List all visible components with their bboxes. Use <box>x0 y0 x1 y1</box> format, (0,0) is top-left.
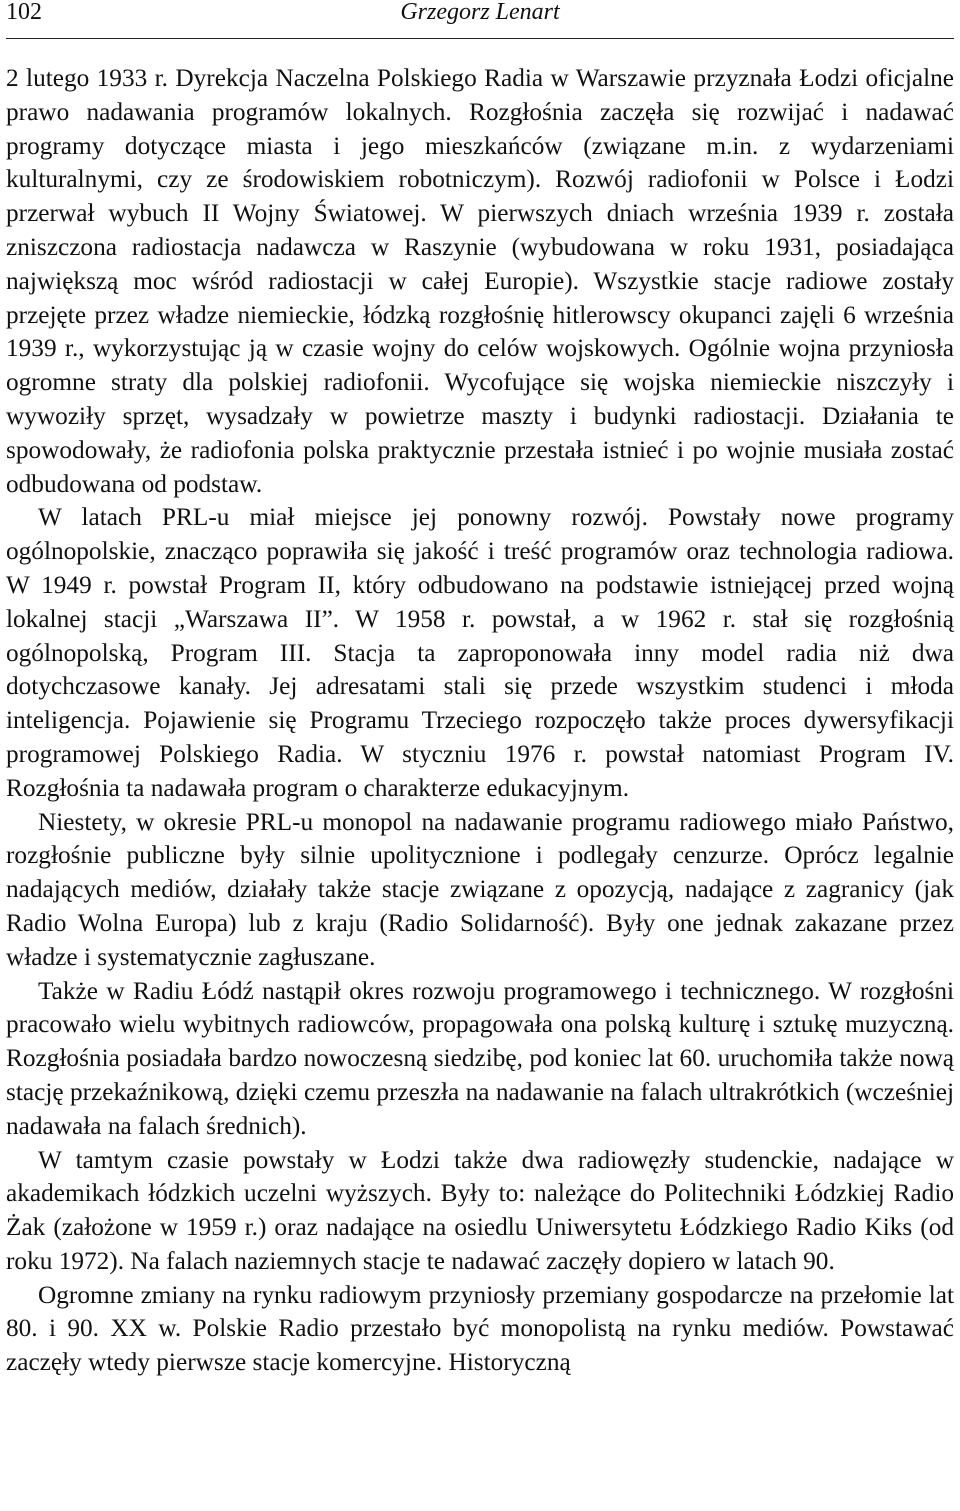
paragraph: 2 lutego 1933 r. Dyrekcja Naczelna Polskiego Radia w Warszawie przyznała Łodzi oficjalne prawo nadawania programów lokalnych. Rozgłośnia zaczęła się rozwijać i nadawać programy dotyczące miasta i jego mieszkańców (związane m.in. z wydarzeniami kulturalnymi, czy ze środowiskiem robotniczym). Rozwój radiofonii w Polsce i Łodzi przerwał wybuch II Wojny Światowej. W pierwszych dniach września 1939 r. została zniszczona radiostacja nadawcza w Raszynie (wybudowana w roku 1931, posiadająca największą moc wśród radiostacji w całej Europie). Wszystkie stacje radiowe zostały przejęte przez władze niemieckie, łódzką rozgłośnię hitlerowscy okupanci zajęli 6 września 1939 r., wykorzystując ją w czasie wojny do celów wojskowych. Ogólnie wojna przyniosła ogromne straty dla polskiej radiofonii. Wycofujące się wojska niemieckie niszczyły i wywoziły sprzęt, wysadzały w powietrze maszty i budynki radiostacji. Działania te spowodowały, że radiofonia polska praktycznie przestała istnieć i po wojnie musiała zostać odbudowana od podstaw. <box>6 64 954 498</box>
body-text <box>6 62 954 1380</box>
running-header <box>6 0 954 39</box>
running-header-author: Grzegorz Lenart <box>400 0 560 25</box>
paragraph: W latach PRL-u miał miejsce jej ponowny rozwój. Powstały nowe programy ogólnopolskie, znacząco poprawiła się jakość i treść programów oraz technologia radiowa. W 1949 r. powstał Program II, który odbudowano na podstawie istniejącej przed wojną lokalnej stacji „Warszawa II”. W 1958 r. powstał, a w 1962 r. stał się rozgłośnią ogólnopolską, Program III. Stacja ta zaproponowała inny model radia niż dwa dotychczasowe kanały. Jej adresatami stali się przede wszystkim studenci i młoda inteligencja. Pojawienie się Programu Trzeciego rozpoczęło także proces dywersyfikacji programowej Polskiego Radia. W styczniu 1976 r. powstał natomiast Program IV. Rozgłośnia ta nadawała program o charakterze edukacyjnym. <box>6 503 954 802</box>
paragraph: Niestety, w okresie PRL-u monopol na nadawanie programu radiowego miało Państwo, rozgłośnie publiczne były silnie upolitycznione i podlegały cenzurze. Oprócz legalnie nadających mediów, działały także stacje związane z opozycją, nadające z zagranicy (jak Radio Wolna Europa) lub z kraju (Radio Solidarność). Były one jednak zakazane przez władze i systematycznie zagłuszane. <box>6 807 954 971</box>
paragraph: Ogromne zmiany na rynku radiowym przyniosły przemiany gospodarcze na przełomie lat 80. i 90. XX w. Polskie Radio przestało być monopolistą na rynku mediów. Powstawać zaczęły wtedy pierwsze stacje komercyjne. Historyczną <box>6 1280 954 1377</box>
page-number: 102 <box>6 0 42 25</box>
document-page <box>6 0 954 1380</box>
paragraph: W tamtym czasie powstały w Łodzi także dwa radiowęzły studenckie, nadające w akademikach łódzkich uczelni wyższych. Były to: należące do Politechniki Łódzkiej Radio Żak (założone w 1959 r.) oraz nadające na osiedlu Uniwersytetu Łódzkiego Radio Kiks (od roku 1972). Na falach naziemnych stacje te nadawać zaczęły dopiero w latach 90. <box>6 1145 954 1275</box>
paragraph: Także w Radiu Łódź nastąpił okres rozwoju programowego i technicznego. W rozgłośni pracowało wielu wybitnych radiowców, propagowała ona polską kulturę i sztukę muzyczną. Rozgłośnia posiadała bardzo nowoczesną siedzibę, pod koniec lat 60. uruchomiła także nową stację przekaźnikową, dzięki czemu przeszła na nadawanie na falach ultrakrótkich (wcześniej nadawała na falach średnich). <box>6 976 954 1140</box>
